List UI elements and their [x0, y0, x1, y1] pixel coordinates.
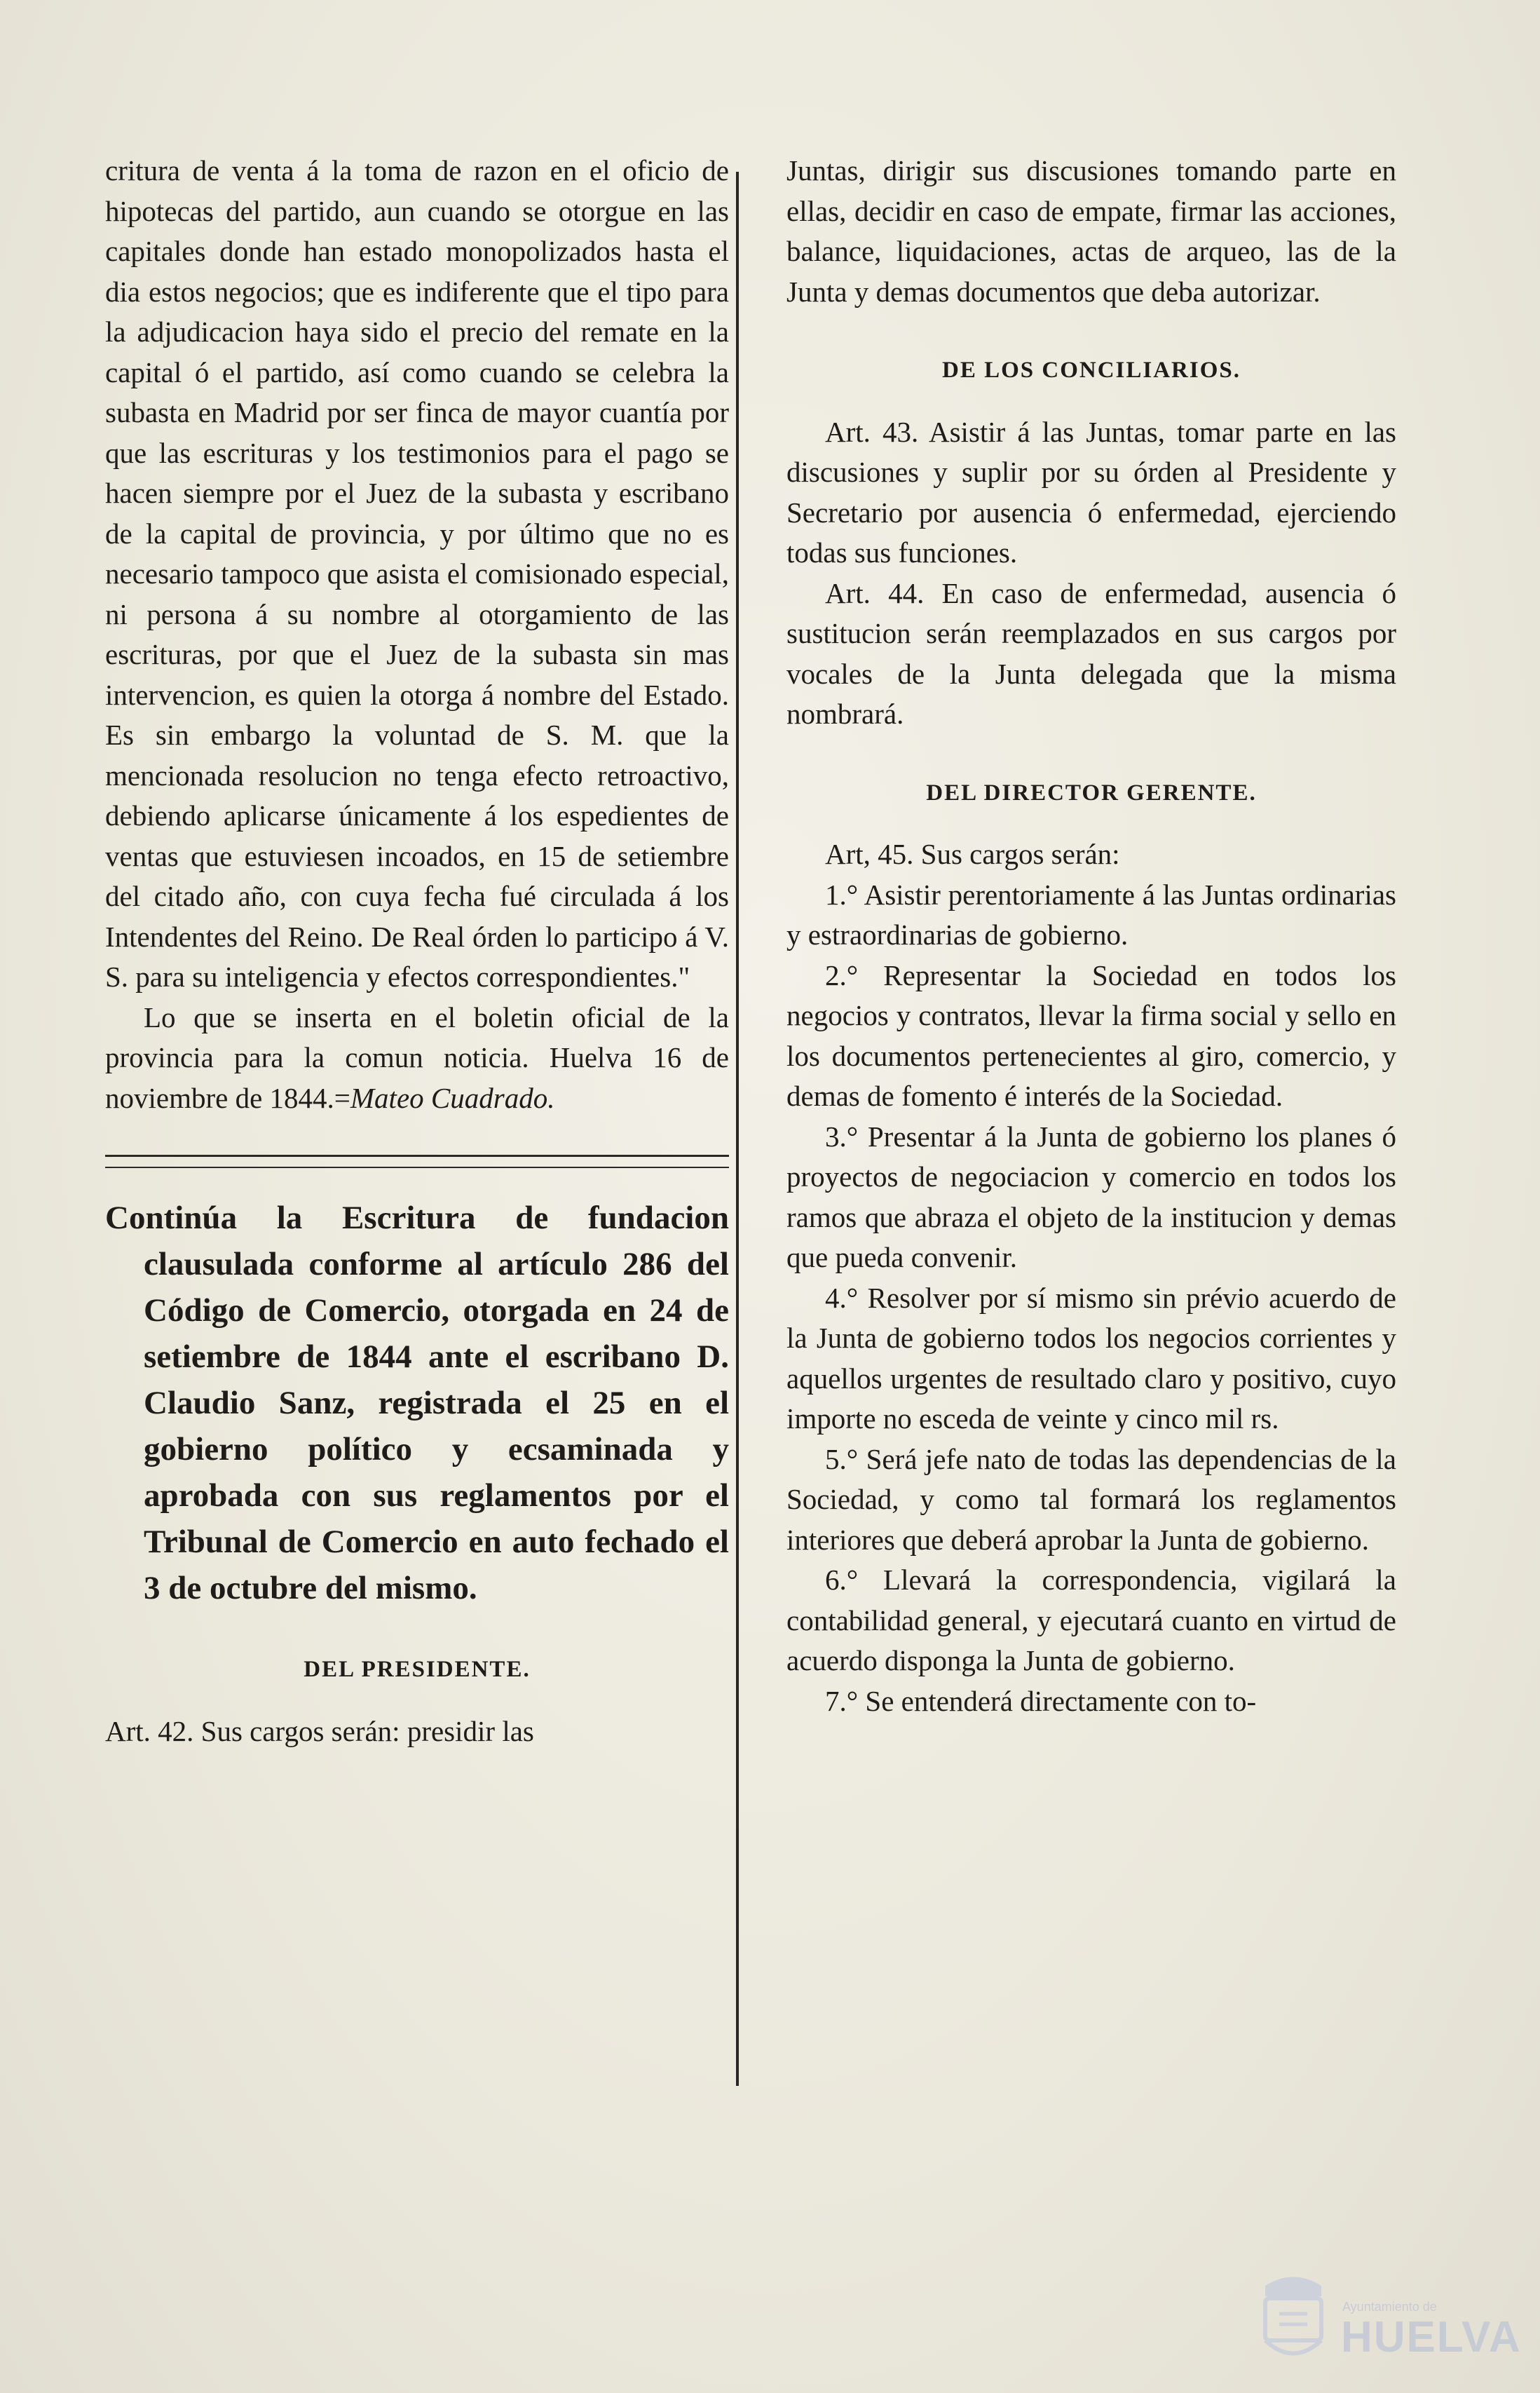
insertion-note-text: Lo que se inserta en el boletin oficial de la provincia para la comun noticia. Huelva 16 de noviembre de 1844.=: [105, 1001, 729, 1114]
deed-title-text: Continúa la Escritura de fundacion clausulada conforme al artículo 286 del Código de Comercio, otorgada en 24 de setiembre de 1844 ante el escribano D. Claudio Sanz, registrada el 25 en el gobierno político y ecsaminada y aprobada con sus reglamentos por el Tribunal de Comercio en auto fechado el 3 de octubre del mismo.: [105, 1200, 729, 1606]
article-42: Art. 42. Sus cargos serán: presidir las: [105, 1714, 534, 1747]
decree-text: critura de venta á la toma de razon en el oficio de hipotecas del partido, aun cuando se otorgue en las capitales donde han estado monopolizados hasta el dia estos negocios; que es indiferente que el tipo para la adjudicacion haya sido el precio del remate en la capital ó el partido, así como cuando se celebra la subasta en Madrid por ser finca de mayor cuantía por que las escrituras y los testimonios para el pago se hacen siempre por el Juez de la subasta y escribano de la capital de provincia, y por último que no es necesario tampoco que asista el comisionado especial, ni persona á su nombre al otorgamiento de las escrituras, por que el Juez de la subasta sin mas intervencion, es quien la otorga á nombre del Estado. Es sin embargo la voluntad de S. M. que la mencionada resolucion no tenga efecto retroactivo, debiendo aplicarse únicamente á los espedientes de ventas que estuviesen incoados, en 15 de setiembre del citado año, con cuya fecha fué circulada á los Intendentes del Reino. De Real órden lo participo á V. S. para su inteligencia y efectos correspondientes.": [105, 154, 729, 993]
watermark-big-text: HUELVA: [1341, 2313, 1522, 2361]
list-item: 1.° Asistir perentoriamente á las Juntas ordinarias y estraordinarias de gobierno.: [786, 878, 1396, 951]
article-42-continuation: Juntas, dirigir sus discusiones tomando parte en ellas, decidir en caso de empate, firmar las acciones, balance, liquidaciones, actas de arqueo, las de la Junta y demas documentos que deba autorizar.: [786, 154, 1396, 308]
list-item: 2.° Representar la Sociedad en todos los negocios y contratos, llevar la firma social y sello en los documentos pertenecientes al giro, comercio, y demas de fomento é interés de la Sociedad.: [786, 958, 1396, 1112]
deed-title: [105, 1195, 729, 1611]
heading-director: DEL DIRECTOR GERENTE.: [926, 780, 1257, 806]
insertion-note: [105, 998, 729, 1119]
list-item: 5.° Será jefe nato de todas las dependencias de la Sociedad, y como tal formará los reglamentos interiores que deberá aprobar la Junta de gobierno.: [786, 1442, 1396, 1556]
list-item: 3.° Presentar á la Junta de gobierno los planes ó proyectos de negociacion y comercio en todos los ramos que abraza el objeto de la institucion y demas que pueda convenir.: [786, 1120, 1396, 1273]
list-item: 6.° Llevará la correspondencia, vigilará la contabilidad general, y ejecutará cuanto en virtud de acuerdo disponga la Junta de gobierno.: [786, 1564, 1396, 1676]
article-45: Art, 45. Sus cargos serán:: [825, 838, 1120, 870]
article-43: Art. 43. Asistir á las Juntas, tomar parte en las discusiones y suplir por su órden al Presidente y Secretario por ausencia ó enfermedad, ejerciendo todas sus funciones.: [786, 415, 1396, 569]
list-item: 7.° Se entenderá directamente con to-: [825, 1684, 1257, 1717]
right-column: [786, 151, 1396, 1721]
coat-of-arms-icon: [1251, 2265, 1335, 2370]
column-divider: [736, 172, 739, 2086]
archive-watermark: [1251, 2265, 1522, 2370]
signature: Mateo Cuadrado.: [350, 1081, 555, 1114]
list-item: 4.° Resolver por sí mismo sin prévio acuerdo de la Junta de gobierno todos los negocios corrientes y aquellos urgentes de resultado claro y positivo, cuyo importe no esceda de veinte y cinco mil rs.: [786, 1281, 1396, 1435]
left-column: [105, 151, 729, 1751]
heading-conciliarios: DE LOS CONCILIARIOS.: [941, 358, 1241, 383]
section-divider: [105, 1155, 729, 1168]
article-44: Art. 44. En caso de enfermedad, ausencia ó sustitucion serán reemplazados en sus cargos por vocales de la Junta delegada que la misma nombrará.: [786, 576, 1396, 730]
watermark-small-text: Ayuntamiento de: [1342, 2300, 1437, 2314]
heading-presidente: DEL PRESIDENTE.: [304, 1657, 531, 1682]
